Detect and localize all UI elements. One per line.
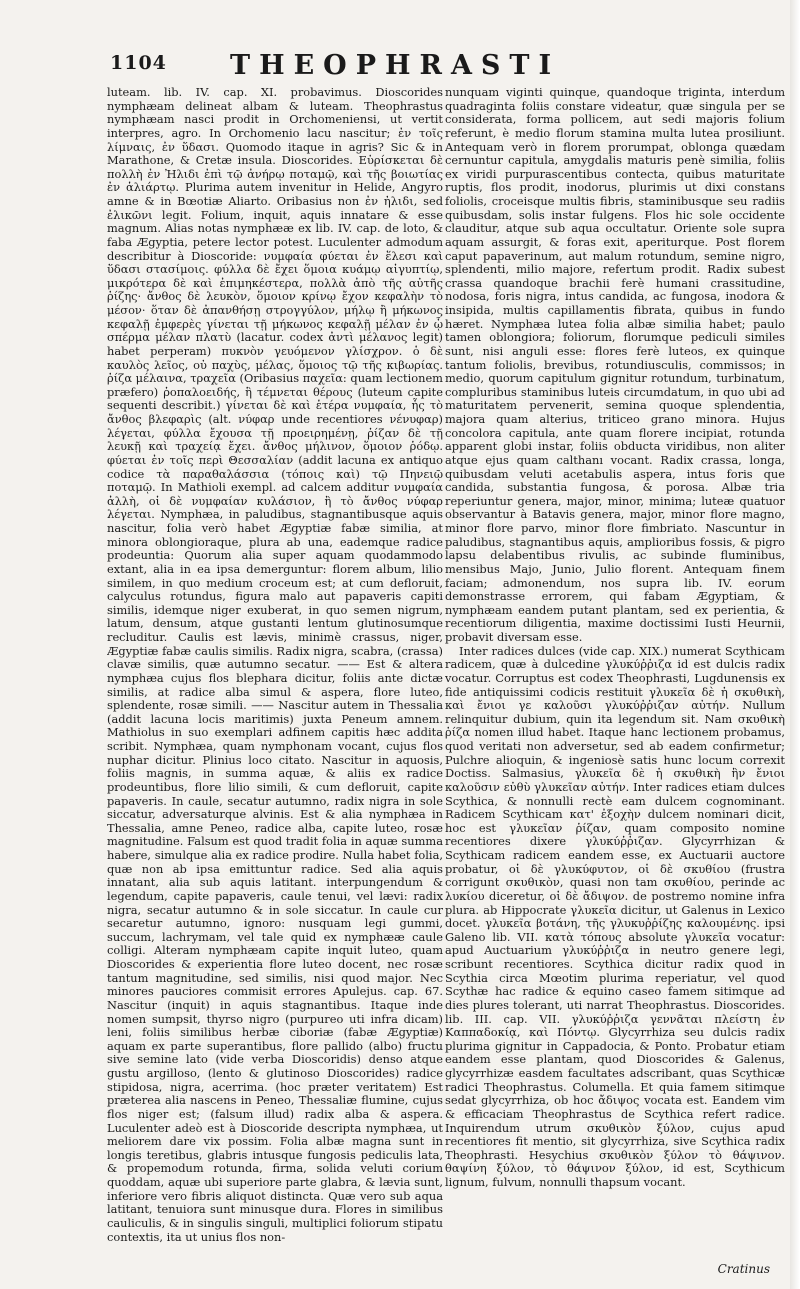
catchword: Cratinus bbox=[717, 1262, 770, 1276]
page-number: 1104 bbox=[110, 52, 167, 74]
page-header bbox=[0, 50, 800, 84]
running-head: THEOPHRASTI bbox=[230, 50, 561, 81]
right-paragraph: nunquam viginti quinque, quandoque triginta, interdum quadraginta foliis constare videatur, quæ singula per se considerata, forma pollicem, aut sedi majoris folium referunt, è medio florum stamina multa lutea prosiliunt. Antequam verò in florem prorumpat, oblonga quædam cernuntur capitula, amygdalis maturis penè similia, foliis ex viridi purpurascentibus contecta, quibus maturitate ruptis, flos prodit, inodorus, plurimis ut dixi constans foliolis, croceisque multis fibris, staminibusque seu radiis quibusdam, solis instar fulgens. Flos hic sole occidente clauditur, atque sub aqua occultatur. Oriente sole supra aquam assurgit, & foras exit, aperiturque. Post florem caput papaverinum, aut malum rotundum, semine nigro, splendenti, milio majore, refertum prodit. Radix subest crassa quandoque brachii ferè humani crassitudine, nodosa, foris nigra, intus candida, ac fungosa, inodora & insipida, multis capillamentis fibrata, quibus in fundo hæret. Nymphæa lutea folia albæ similia habet; paulo tamen oblongiora; foliorum, florumque pediculi similes sunt, nisi anguli esse: flores ferè luteos, ex quinque tantum foliolis, brevibus, rotundiusculis, commissos; in medio, quorum capitulum gignitur rotundum, turbinatum, compluribus staminibus luteis circumdatum, in quo ubi ad maturitatem pervenerit, semina quoque splendentia, majora quam alterius, triticeo grano minora. Hujus concolora capitula, ante quam florere incipiat, rotunda apparent globi instar, foliis obducta viridibus, non aliter atque ejus quam calthanı vocant. Radix crassa, longa, quibusdam veluti acetabulis aspera, intus foris que candida, substantia fungosa, & porosa. Albæ tria reperiuntur genera, major, minor, minima; luteæ quatuor observantur à Batavis genera, major, minor flore magno, minor flore parvo, minor flore fimbriato. Nascuntur in paludibus, stagnantibus aquis, amplioribus fossis, & pigro lapsu delabentibus rivulis, ac subinde fluminibus, mensibus Majo, Junio, Julio florent. Antequam finem faciam; admonendum, nos supra lib. IV. eorum demonstrasse errorem, qui fabam Ægyptiam, & nymphæam eandem putant plantam, sed ex perientia, & recentiorum diligentia, maxime doctissimi Iusti Heurnii, probavit diversam esse. bbox=[445, 86, 785, 644]
scan-edge bbox=[790, 0, 800, 1289]
left-paragraph: luteam. lib. IV. cap. XI. probavimus. Dioscorides nymphæam delineat albam & luteam. Theophrastus nymphæam nasci prodit in Orchomeniensi, ut vertit interpres, agro. In Orchomenio lacu nascitur; ἐν τοῖς λίμναις, ἐν ὕδασι. Quomodo itaque in agris? Sic & in Marathone, & Cretæ insula. Dioscorides. Εὑρίσκεται δὲ πολλὴ ἐν Ἠλιδι ἐπὶ τῷ ἀνήρῳ ποταμῷ, καὶ τῆς βοιωτίας ἐν ἁλιάρτῳ. Plurima autem invenitur in Helide, Angyro amne & in Bœotiæ Aliarto. Oribasius non ἐν ἠλιδι, sed ἐλικῶνι legit. Folium, inquit, aquis innatare & esse magnum. Alias notas nymphææ ex lib. IV. cap. de loto, & faba Ægyptia, petere lector potest. Luculenter admodum describitur à Dioscoride: νυμφαία φύεται ἐν ἕλεσι καὶ ὕδασι στασίμοις. φύλλα δὲ ἔχει ὅμοια κυάμῳ αἰγυπτίῳ, μικρότερα δὲ καὶ ἐπιμηκέστερα, πολλὰ ἀπὸ τῆς αὐτῆς ῥίζης· ἄνθος δὲ λευκὸν, ὅμοιον κρίνῳ ἔχον κεφαλὴν τὸ μέσον· ὅταν δὲ ἀπανθήσῃ στρογγύλον, μήλῳ ἢ μήκωνος κεφαλῇ ἐμφερὲς γίνεται τῇ μήκωνος κεφαλῇ μέλαν ἐν ᾧ σπέρμα μέλαν πλατὺ (lacatur. codex ἀντὶ μέλανος legit) habet perperam) πυκνὸν γευόμενον γλίσχρον. ὁ δὲ καυλὸς λεῖος, οὐ παχὺς, μέλας, ὅμοιος τῷ τῆς κιβωρίας. ῥίζα μέλαινα, τραχεῖα (Oribasius παχεῖα: quam lectionem præfero) ῥοπαλοειδής, ἣ τέμνεται θέρους (luteum capite sequenti describit.) γίνεται δὲ καὶ ἑτέρα νυμφαία, ἧς τὸ ἄνθος βλεφαρὶς (alt. νύφαρ unde recentiores νένυφαρ) λέγεται, φύλλα ἔχουσα τῇ προειρημένῃ, ῥίζαν δὲ τῇ λευκῇ καὶ τραχείᾳ ἔχει. ἄνθος μήλινον, ὅμοιον ῥόδῳ. φύεται ἐν τοῖς περὶ Θεσσαλίαν (addit lacuna ex antiquo codice τὰ παραθαλάσσια (τόποις καὶ) τῷ Πηνειῷ ποταμῷ. In Mathioli exempl. ad calcem additur νυμφαία ἀλλὴ, οἱ δὲ νυμφαίαν κυλάσιον, ἢ τὸ ἄνθος νύφαρ λέγεται. Nymphæa, in paludibus, stagnantibusque aquis nascitur, folia verò habet Ægyptiæ fabæ similia, at minora oblongioraque, plura ab una, eademque radice prodeuntia: Quorum alia super aquam quodammodo extant, alia in ea ipsa demerguntur: florem album, lilio similem, in quo medium croceum est; at cum defloruit, calyculus rotundus, figura malo aut papaveris capiti similis, idemque niger exuberat, in quo semen nigrum, latum, densum, atque gustanti lentum glutinosumque recluditur. Caulis est lævis, minimè crassus, niger, Ægyptiæ fabæ caulis similis. Radix nigra, scabra, (crassa) clavæ similis, quæ autumno secatur. —— Est & altera nymphæa cujus flos blephara dicitur, foliis ante dictæ similis, at radice alba simul & aspera, flore luteo, splendente, rosæ simili. —— Nascitur autem in Thessalia (addit lacuna locis maritimis) juxta Peneum amnem. Mathiolus in suo exemplari adfinem capitis hæc addita scribit. Nymphæa, quam nymphonam vocant, cujus flos nuphar dicitur. Plinius loco citato. Nascitur in aquosis, foliis magnis, in summa aquæ, & aliis ex radice prodeuntibus, flore lilio simili, & cum defloruit, capite papaveris. In caule, secatur autumno, radix nigra in sole siccatur, adversaturque alvinis. Est & alia nymphæa in Thessalia, amne Peneo, radice alba, capite luteo, rosæ magnitudine. Falsum est quod tradit folia in aquæ summa habere, simulque alia ex radice prodire. Nulla habet folia, quæ non ab ipsa emittuntur radice. Sed alia aquis innatant, alia sub aquis latitant. interpungendum & legendum, capite papaveris, caule tenui, vel lævi: radix nigra, secatur autumno & in sole siccatur. In caule cur secaretur autumno, ignoro: nusquam legi gummi, succum, lachrymam, vel tale quid ex nymphææ caule colligi. Alteram nymphæam capite inquit luteo, quam Dioscorides & experientia flore luteo docent, nec rosæ tantum magnitudine, sed similis, nisi quod major. Nec minores pauciores commisit errores Apulejus. cap. 67. Nascitur (inquit) in aquis stagnantibus. Itaque inde nomen sumpsit, thyrso nigro (purpureo uti infra dicam) leni, foliis similibus herbæ ciboriæ (fabæ Ægyptiæ) aquam ex parte superantibus, flore pallido (albo) fructu sive semine lato (vide verba Dioscoridis) denso atque gustu argilloso, (lento & glutinoso Dioscorides) radice stipidosa, nigra, acerrima. (hoc præter veritatem) Est præterea alia nascens in Peneo, Thessaliæ flumine, cujus flos niger est; (falsum illud) radix alba & aspera. Luculenter adeò est à Dioscoride descripta nymphæa, ut meliorem dare vix possim. Folia albæ magna sunt in longis teretibus, glabris intusque fungosis pediculis lata, & propemodum rotunda, firma, solida veluti corium quoddam, aquæ ubi superiore parte glabra, & lævia sunt, inferiore vero fibris aliquot distincta. Quæ vero sub aqua latitant, tenuiora sunt minusque dura. Flores in similibus cauliculis, & in singulis singuli, multiplici foliorum stipatu contextis, ita ut unius flos non- bbox=[107, 86, 443, 1244]
right-paragraph: Inter radices dulces (vide cap. XIX.) numerat Scythicam radicem, quæ à dulcedine γλυκύῤῥιζα id est dulcis radix vocatur. Corruptus est codex Theophrasti, Lugdunensis ex fide antiquissimi codicis restituit γλυκεῖα δὲ ἡ σκυθικὴ, καὶ ἔνιοι γε καλοῦσι γλυκύῤῥιζαν αὐτήν. Nullum relinquitur dubium, quin ita legendum sit. Nam σκυθικὴ ῥίζα nomen illud habet. Itaque hanc lectionem probamus, quod veritati non adversetur, sed ab eadem confirmetur; Pulchre alioquin, & ingeniosè satis hunc locum correxit Doctiss. Salmasius, γλυκεῖα δὲ ἡ σκυθικὴ ἣν ἔνιοι καλοῦσιν εὐθὺ γλυκεῖαν αὐτήν. Inter radices etiam dulces Scythica, & nonnulli rectè eam dulcem cognominant. Radicem Scythicam κατ' ἐξοχὴν dulcem nominari dicit, hoc est γλυκεῖαν ῥίζαν, quam composito nomine recentiores dixere γλυκύῤῥιζαν. Glycyrrhizan & Scythicam radicem eandem esse, ex Auctuarii auctore probatur, οἱ δὲ γλυκύφυτον, οἱ δὲ σκυθίου (frustra corrigunt σκυθικὸν, quasi non tam σκυθίου, perinde ac λυκίου diceretur, οἱ δὲ ἄδιψον. de postremo nomine infra plura. ab Hippocrate γλυκεῖα dicitur, ut Galenus in Lexico docet. γλυκεῖα βοτάνη, τῆς γλυκυῤῥίζης καλουμένης. ipsi Galeno lib. VII. κατὰ τόπους absolute γλυκεῖα vocatur: apud Auctuarium γλυκύῤῥιζα in neutro genere legi, scribunt recentiores. Scythica dicitur radix quod in Scythia circa Mœotim plurima reperiatur, vel quod Scythæ hac radice & equino caseo famem sitimque ad dies plures tolerant, uti narrat Theophrastus. Dioscorides. lib. III. cap. VII. γλυκύῤῥιζα γεννᾶται πλείστη ἐν Καππαδοκίᾳ, καὶ Πόντῳ. Glycyrrhiza seu dulcis radix plurima gignitur in Cappadocia, & Ponto. Probatur etiam eandem esse plantam, quod Dioscorides & Galenus, glycyrrhizæ easdem facultates adscribant, quas Scythicæ radici Theophrastus. Columella. Et quia famem sitimque sedat glycyrrhiza, ob hoc ἄδιψος vocata est. Eandem vim & efficaciam Theophrastus de Scythica refert radice. Inquirendum utrum σκυθικὸν ξύλον, cujus apud recentiores fit mentio, sit glycyrrhiza, sive Scythica radix Theophrasti. Hesychius σκυθικὸν ξύλον τὸ θάψινον. θαψίνη ξύλον, τὸ θάψινον ξύλον, id est, Scythicum lignum, fulvum, nonnulli thapsum vocant. bbox=[445, 643, 785, 1189]
right-column bbox=[445, 86, 785, 1276]
left-column bbox=[107, 86, 443, 1276]
